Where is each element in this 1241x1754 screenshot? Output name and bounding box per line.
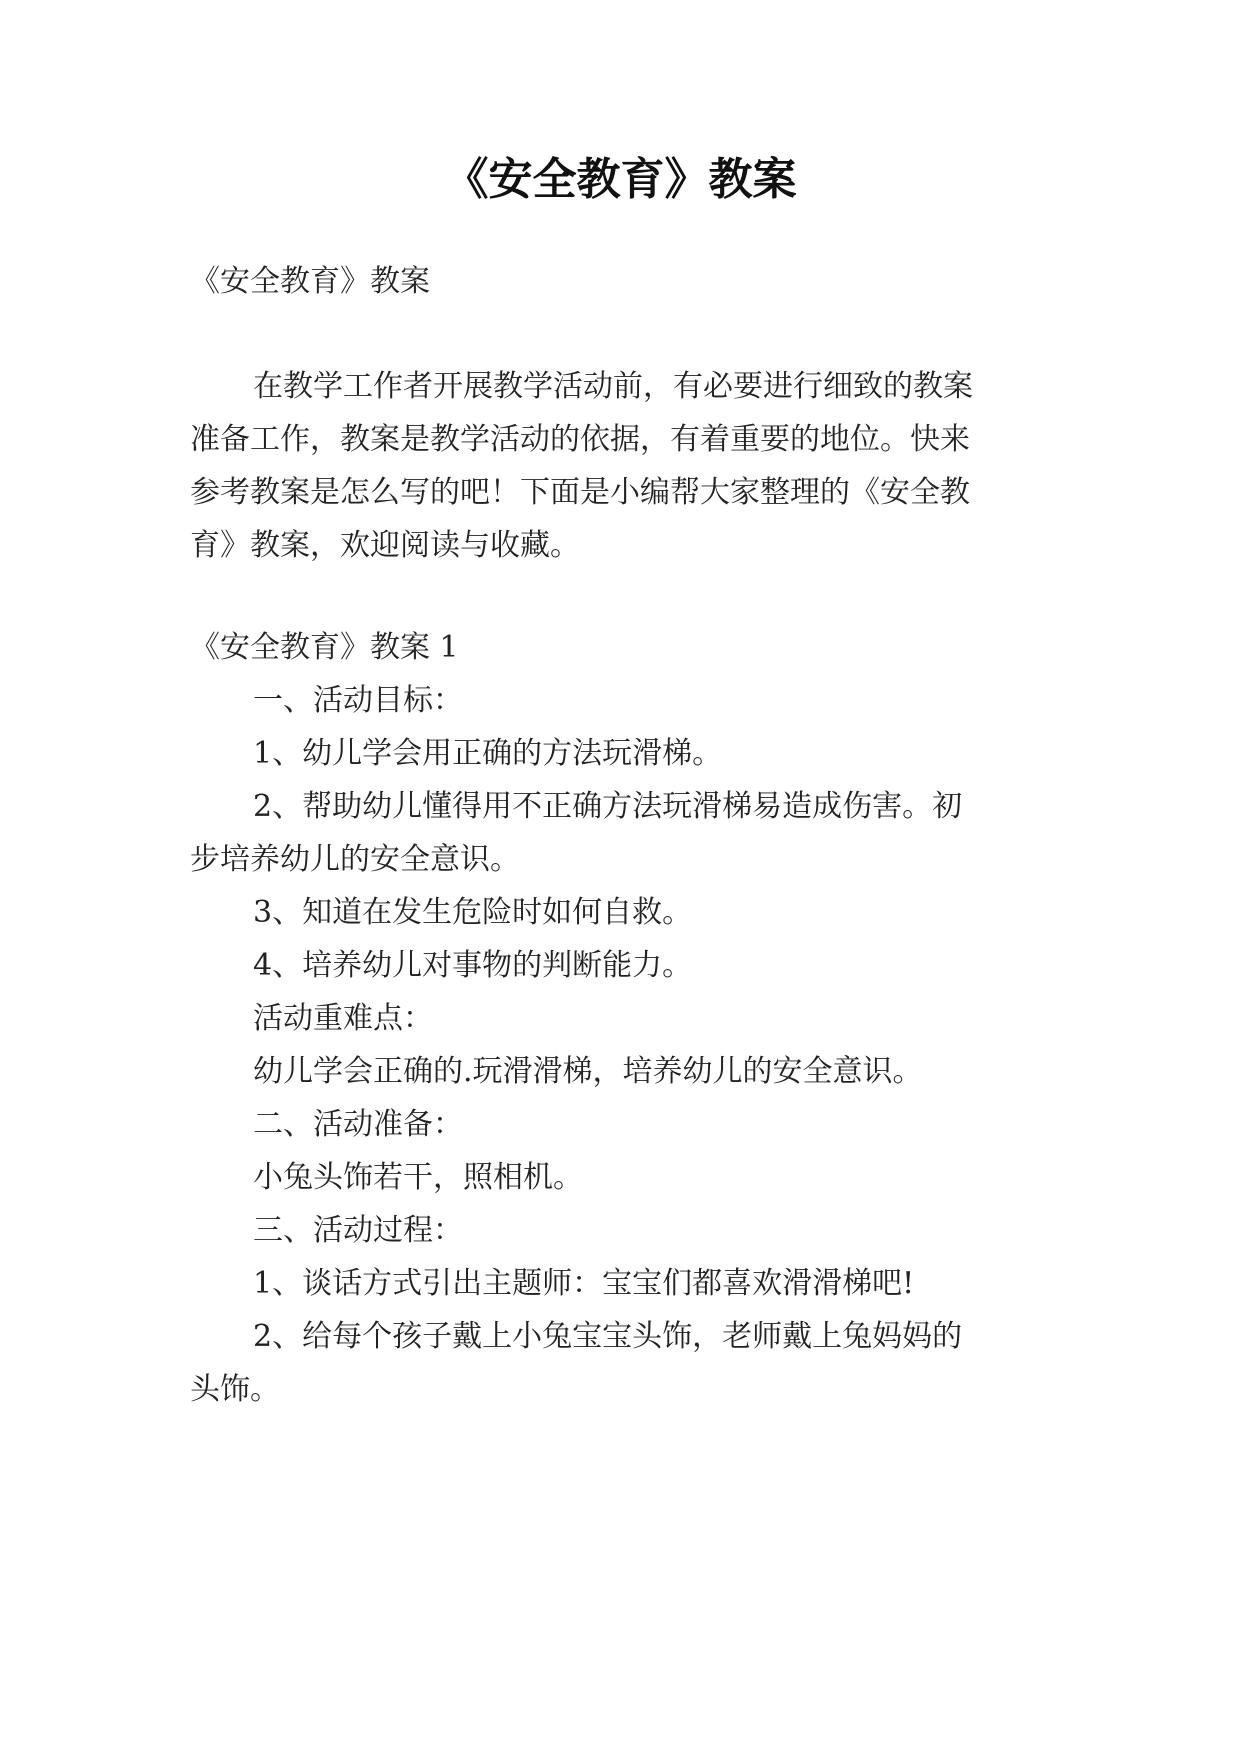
process-step-continuation: 头饰。 (190, 1372, 280, 1407)
document-title: 《安全教育》教案 (444, 154, 797, 205)
prep-heading: 二、活动准备： (253, 1107, 463, 1142)
prep-text: 小兔头饰若干，照相机。 (253, 1160, 583, 1195)
goal-item-continuation: 步培养幼儿的安全意识。 (190, 842, 520, 877)
process-step: 2、给每个孩子戴上小兔宝宝头饰，老师戴上兔妈妈的 (253, 1319, 963, 1354)
goals-heading: 一、活动目标： (253, 683, 463, 718)
document-subtitle: 《安全教育》教案 (190, 264, 430, 299)
goal-item: 3、知道在发生危险时如何自救。 (253, 895, 693, 930)
process-step: 1、谈话方式引出主题师：宝宝们都喜欢滑滑梯吧! (253, 1266, 915, 1301)
section-heading: 《安全教育》教案 1 (190, 630, 459, 665)
intro-line: 参考教案是怎么写的吧！下面是小编帮大家整理的《安全教 (190, 475, 970, 510)
intro-line: 育》教案，欢迎阅读与收藏。 (190, 528, 580, 563)
intro-line: 准备工作，教案是教学活动的依据，有着重要的地位。快来 (190, 422, 970, 457)
goal-item: 2、帮助幼儿懂得用不正确方法玩滑梯易造成伤害。初 (253, 789, 963, 824)
goal-item: 1、幼儿学会用正确的方法玩滑梯。 (253, 736, 723, 771)
key-points-text: 幼儿学会正确的.玩滑滑梯，培养幼儿的安全意识。 (253, 1054, 923, 1089)
key-points-heading: 活动重难点： (253, 1001, 433, 1036)
goal-item: 4、培养幼儿对事物的判断能力。 (253, 948, 693, 983)
process-heading: 三、活动过程： (253, 1213, 463, 1248)
intro-line: 在教学工作者开展教学活动前，有必要进行细致的教案 (253, 369, 973, 404)
